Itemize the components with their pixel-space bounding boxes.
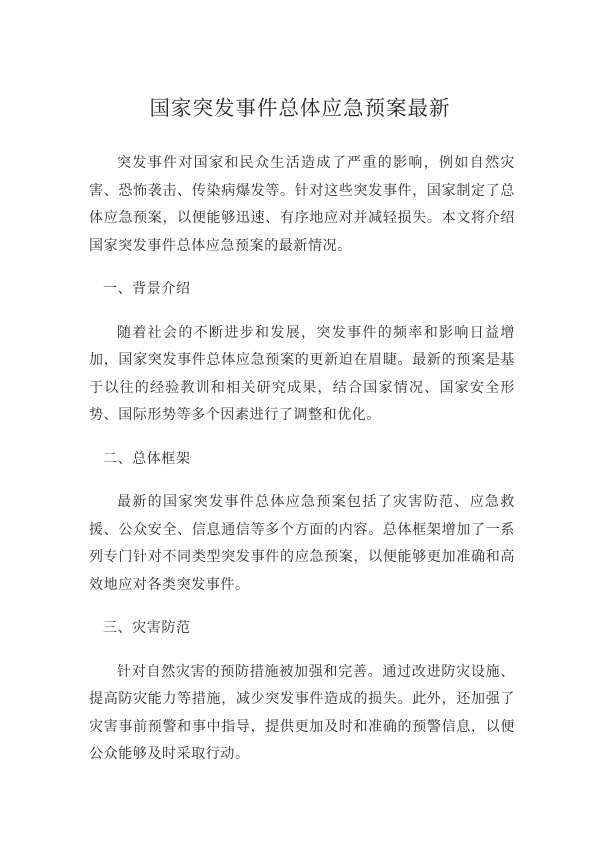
- document-title: 国家突发事件总体应急预案最新: [149, 96, 451, 120]
- section-body-prevention: 针对自然灾害的预防措施被加强和完善。通过改进防灾设施、提高防灾能力等措施，减少突发事件造成的损失。此外，还加强了灾害事前预警和事中指导，提供更加及时和准确的预警信息，以便公众能够及时采取行动。: [89, 663, 515, 762]
- section-body-framework: 最新的国家突发事件总体应急预案包括了灾害防范、应急救援、公众安全、信息通信等多个方面的内容。总体框架增加了一系列专门针对不同类型突发事件的应急预案，以便能够更加准确和高效地应对各类突发事件。: [89, 494, 515, 593]
- document-body: [89, 150, 515, 769]
- section-heading-framework: 二、总体框架: [103, 450, 191, 467]
- section-body-background: 随着社会的不断进步和发展，突发事件的频率和影响日益增加，国家突发事件总体应急预案的更新迫在眉睫。最新的预案是基于以往的经验教训和相关研究成果，结合国家情况、国家安全形势、国际形势等多个因素进行了调整和优化。: [89, 324, 515, 423]
- section-heading-background: 一、背景介绍: [103, 281, 191, 297]
- intro-paragraph: 突发事件对国家和民众生活造成了严重的影响，例如自然灾害、恐怖袭击、传染病爆发等。针对这些突发事件，国家制定了总体应急预案，以便能够迅速、有序地应对并减轻损失。本文将介绍国家突发事件总体应急预案的最新情况。: [89, 155, 515, 254]
- section-heading-prevention: 三、灾害防范: [103, 620, 191, 636]
